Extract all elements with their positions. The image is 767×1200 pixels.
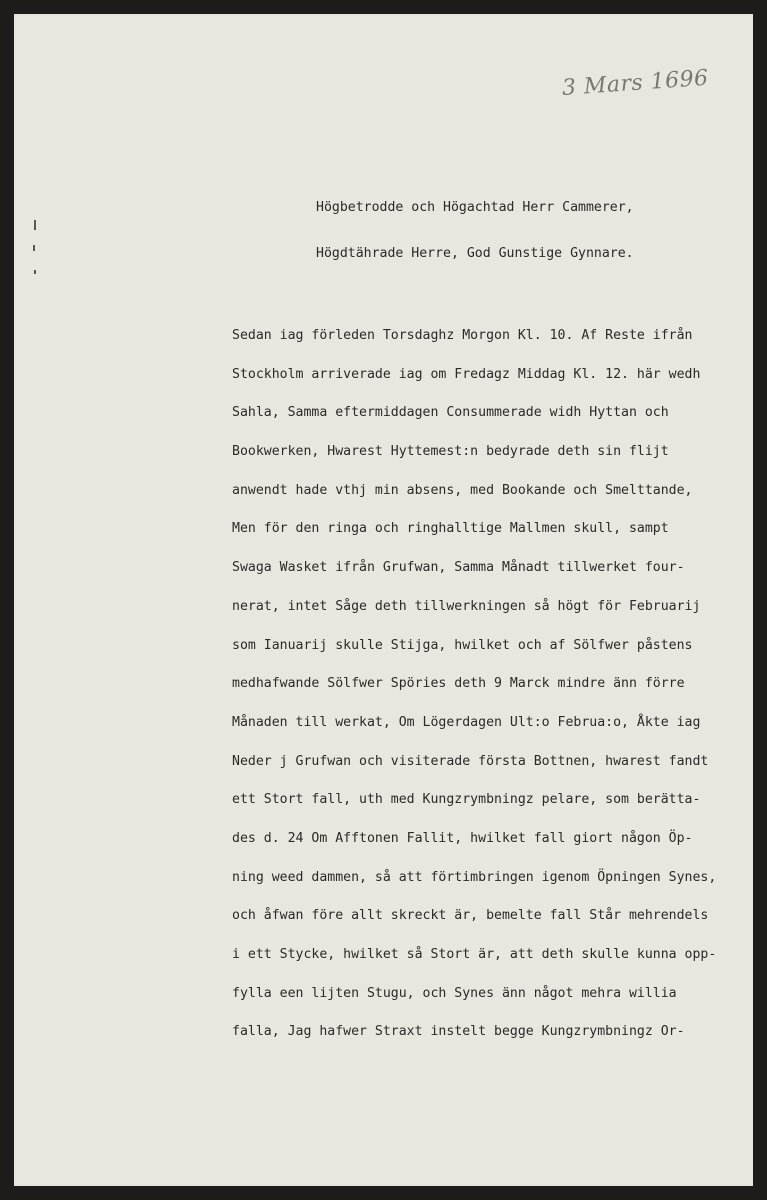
body-line: Stockholm arriverade iag om Fredagz Middag Kl. 12. här wedh <box>232 366 701 382</box>
body-line: Neder j Grufwan och visiterade första Bottnen, hwarest fandt <box>232 753 709 769</box>
body-line: nerat, intet Såge deth tillwerkningen så högt för Februarij <box>232 598 701 614</box>
body-line: anwendt hade vthj min absens, med Bookande och Smelttande, <box>232 482 693 498</box>
body-line: Men för den ringa och ringhalltige Mallmen skull, sampt <box>232 521 669 537</box>
body-line: Månaden till werkat, Om Lögerdagen Ult:o Februa:o, Åkte iag <box>232 714 701 730</box>
body-line: och åfwan före allt skreckt är, bemelte fall Står mehrendels <box>232 908 709 924</box>
body-line: falla, Jag hafwer Straxt instelt begge Kungzrymbningz Or- <box>232 1024 685 1040</box>
body-line: ett Stort fall, uth med Kungzrymbningz pelare, som berätta- <box>232 792 701 808</box>
letter-body <box>232 317 744 1052</box>
body-line: medhafwande Sölfwer Spöries deth 9 Marck mindre änn förre <box>232 676 685 692</box>
margin-mark <box>34 220 36 230</box>
salutation-line-2: Högdtährade Herre, God Gunstige Gynnare. <box>316 246 634 261</box>
body-line: i ett Stycke, hwilket så Stort är, att deth skulle kunna opp- <box>232 947 717 962</box>
body-line: ning weed dammen, så att förtimbringen igenom Öpningen Synes, <box>232 869 717 885</box>
body-line: Swaga Wasket ifrån Grufwan, Samma Månadt tillwerket four- <box>232 560 685 576</box>
body-line: Sedan iag förleden Torsdaghz Morgon Kl. 10. Af Reste ifrån <box>232 328 693 343</box>
margin-mark <box>33 245 35 251</box>
body-line: Bookwerken, Hwarest Hyttemest:n bedyrade deth sin flijt <box>232 444 669 460</box>
salutation-line-1: Högbetrodde och Högachtad Herr Cammerer, <box>316 200 634 215</box>
body-line: fylla een lijten Stugu, och Synes änn något mehra willia <box>232 985 677 1001</box>
body-line: som Ianuarij skulle Stijga, hwilket och af Sölfwer påstens <box>232 637 693 653</box>
body-line: Sahla, Samma eftermiddagen Consummerade widh Hyttan och <box>232 405 669 421</box>
body-line: des d. 24 Om Afftonen Fallit, hwilket fall giort någon Öp- <box>232 830 693 846</box>
handwritten-date: 3 Mars 1696 <box>561 65 710 101</box>
document-page <box>14 14 753 1186</box>
margin-mark <box>34 270 36 274</box>
